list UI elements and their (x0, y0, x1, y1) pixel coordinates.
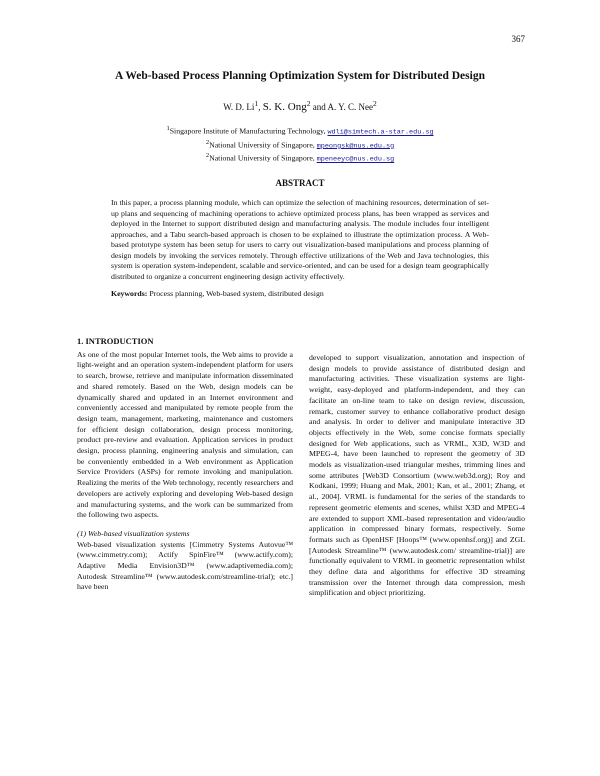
affiliation-mark: 1 (166, 125, 170, 132)
paper-title: A Web-based Process Planning Optimization System for Distributed Design (115, 70, 485, 82)
affiliation-line (0, 151, 600, 165)
page-number: 367 (511, 34, 525, 44)
intro-paragraph: As one of the most popular Internet tools, the Web aims to provide a light-weight and an operation system-independent platform for users to search, browse, retrieve and manipulate information disseminated and shared remotely. Based on the Web, design models can be dynamically shared and updated in an Internet environment and conveniently accessed and manipulated by remote people from the design team, management, marketing, maintenance and customers for efficient design collaboration, design process monitoring, product pre-review and evaluation. Application services in product design, process planning, engineering analysis and simulation, can be conveniently embedded in a Web environment as Application Service Providers (ASPs) for remote invoking and manipulation. Realizing the merits of the Web technology, recently researchers and developers are actively exploring and developing Web-based design and manufacturing systems, and the work can be summarized from the following two aspects. (77, 349, 293, 520)
author-list: W. D. Li$^1$, S. K. Ong$^2$ and A. Y. C. Nee$^2$ (223, 99, 377, 113)
keywords (111, 289, 491, 298)
right-column-paragraph: developed to support visualization, annotation and inspection of design models to provide assistance of distributed design and manufacturing activities. These visualization systems are light-weight, easy-deployed and platform-independent, and they can facilitate an on-line team to take on design review, discussion, remark, customer survey to enhance collaborative product design and analysis. In order to deliver and manipulate interactive 3D objects effectively in the Web, some concise formats specially designed for Web applications, such as VRML, X3D, W3D and MPEG-4, have been launched to represent the geometry of 3D models as visualization-used triangular meshes, trimming lines and some attributes [Web3D Consortium (www.web3d.org); Roy and Kodkani, 1999; Huang and Mak, 2001; Kan, et al., 2001; Zhang, et al., 2004]. VRML is fundamental for the series of the standards to represent geometric elements and scenes, whilst X3D and MPEG-4 are extended to support XML-based representation and video/audio application in compressed binary formats, respectively. Some formats such as OpenHSF [Hoops™ (www.openhsf.org)] and ZGL [Autodesk Streamline™ (www.autodesk.com/ streamline-trial)] are functionally equivalent to VRML in geometric representation whilst they define data and algorithms for effective 3D streaming transmission over the Internet through data compression, mesh simplification and object prioritizing. (309, 353, 525, 598)
affiliation-name: National University of Singapore, (209, 140, 315, 150)
affiliation-mark: 2 (205, 152, 210, 160)
abstract-heading: ABSTRACT (275, 178, 325, 188)
abstract-body: In this paper, a process planning module, which can optimize the selection of machining resources, determination of set-up plans and sequencing of machining operations to achieve optimized process plans, has been wrapped as services and deployed in the Internet to support distributed design and manufacturing analysis. The module includes four intelligent approaches, and a Tabu search-based approach is chosen to be explained to illustrate the optimization process. A Web-based prototype system has been setup for users to carry out visualization-based manipulations and process planning of design models by invoking the services remotely. Through effective utilizations of the Web and Java technologies, this system is operation system-independent, scalable and service-oriented, and can be used for a design team geographically distributed to organize a concurrent engineering design activity effectively. (111, 198, 489, 281)
author-name: S. K. Ong (262, 101, 307, 113)
keywords-text: Process planning, Web-based system, distributed design (149, 289, 324, 298)
author-name: A. Y. C. Nee (327, 102, 373, 112)
author-name: W. D. Li (223, 102, 255, 112)
affiliations (0, 124, 600, 165)
affiliation-name: Singapore Institute of Manufacturing Technology, (169, 126, 326, 136)
author-affiliation-mark: 1 (254, 99, 259, 108)
author-conjunction: and (312, 102, 326, 112)
author-affiliation-mark: 2 (372, 99, 377, 108)
subsection-paragraph: Web-based visualization systems [Cimmetry Systems Autovue™ (www.cimmetry.com); Actify SpinFire™ (www.actify.com); Adaptive Media Envision3D™ (www.adaptivemedia.com); Autodesk Streamline™ (www.autodesk.com/streamline-trial); etc.] have been (77, 539, 293, 592)
email-link[interactable]: wdli@simtech.a-star.edu.sg (327, 128, 434, 137)
affiliation-line (0, 138, 600, 152)
right-column (309, 353, 525, 599)
left-column (77, 336, 293, 593)
subsection-heading: (1) Web-based visualization systems (77, 528, 190, 538)
email-link[interactable]: mpeongsk@nus.edu.sg (316, 142, 395, 151)
author-affiliation-mark: 2 (306, 99, 311, 108)
email-link[interactable]: mpeneeyc@nus.edu.sg (316, 155, 395, 164)
keywords-label: Keywords: (111, 289, 148, 298)
affiliation-mark: 2 (205, 138, 210, 146)
affiliation-name: National University of Singapore, (209, 153, 315, 163)
section-heading: 1. INTRODUCTION (77, 336, 154, 346)
affiliation-line (0, 124, 600, 138)
